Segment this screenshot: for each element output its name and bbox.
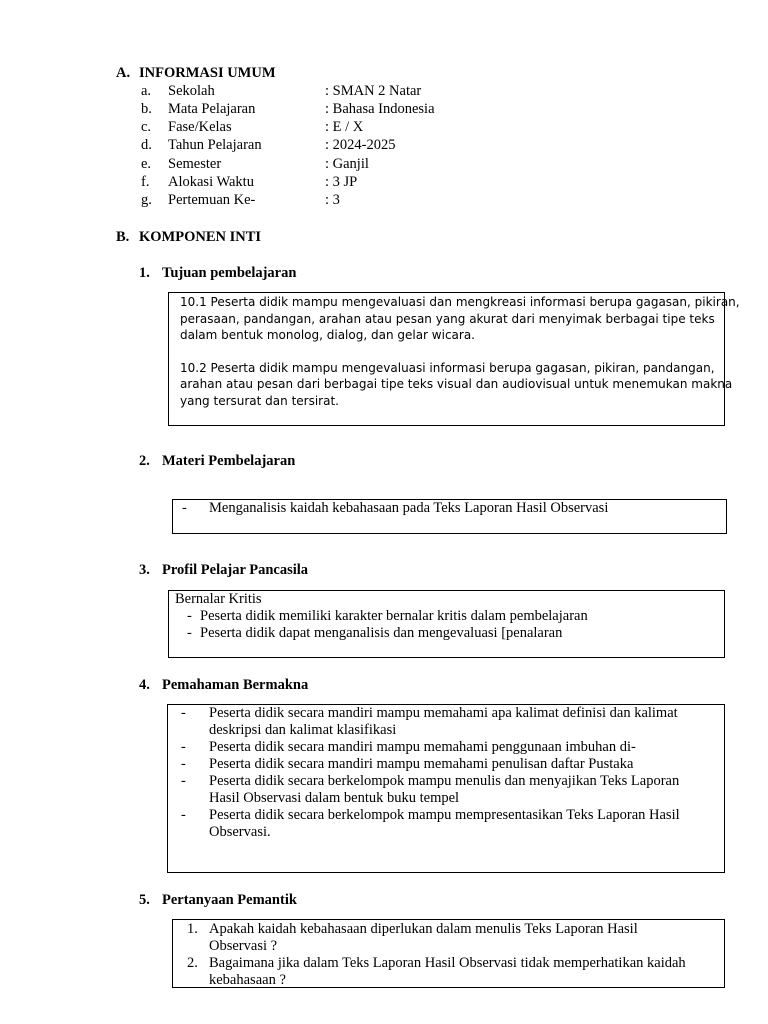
list-item-line: Apakah kaidah kebahasaan diperlukan dalam menulis Teks Laporan Hasil (209, 921, 638, 937)
list-marker: - (181, 773, 186, 789)
materi-box (172, 499, 727, 534)
list-item-line: Peserta didik secara mandiri mampu memahami apa kalimat definisi dan kalimat (209, 705, 678, 721)
info-row-value: : SMAN 2 Natar (325, 83, 422, 99)
info-row-value: : 2024-2025 (325, 137, 396, 153)
info-row-value: : 3 JP (325, 174, 358, 190)
subsection-title: Profil Pelajar Pancasila (162, 562, 309, 578)
list-item-text: Peserta didik dapat menganalisis dan mengevaluasi [penalaran (200, 625, 563, 641)
subsection-5-heading (139, 892, 297, 909)
list-marker: 1. (187, 921, 198, 937)
info-row-letter: c. (141, 119, 152, 135)
subsection-2-heading (139, 453, 296, 470)
info-row-value: : Ganjil (325, 156, 369, 172)
subsection-title: Materi Pembelajaran (162, 453, 296, 469)
list-item-text: Peserta didik memiliki karakter bernalar kritis dalam pembelajaran (200, 608, 588, 624)
subsection-number: 5. (139, 892, 150, 908)
tujuan-p2-line: yang tersurat dan tersirat. (180, 393, 339, 408)
info-row-label: Fase/Kelas (168, 119, 232, 135)
subsection-title: Tujuan pembelajaran (162, 265, 297, 281)
info-row-value: : Bahasa Indonesia (325, 101, 435, 117)
list-marker: - (187, 625, 192, 641)
section-b-title: KOMPONEN INTI (139, 229, 262, 245)
list-marker: - (181, 705, 186, 721)
section-a-title: INFORMASI UMUM (139, 65, 276, 81)
info-row-label: Mata Pelajaran (168, 101, 256, 117)
list-item-line: Observasi ? (209, 938, 278, 954)
pemantik-box (172, 919, 725, 988)
profil-box (168, 590, 725, 658)
info-row-letter: a. (141, 83, 152, 99)
list-item-line: Bagaimana jika dalam Teks Laporan Hasil Observasi tidak memperhatikan kaidah (209, 955, 686, 971)
info-row-label: Semester (168, 156, 222, 172)
list-marker: - (181, 756, 186, 772)
list-item-line: kebahasaan ? (209, 972, 286, 988)
list-marker: 2. (187, 955, 198, 971)
list-marker: - (181, 739, 186, 755)
info-row-letter: e. (141, 156, 152, 172)
section-b-letter: B. (116, 229, 130, 245)
info-row-letter: d. (141, 137, 152, 153)
subsection-number: 2. (139, 453, 150, 469)
subsection-4-heading (139, 677, 309, 694)
list-item-line: Peserta didik secara berkelompok mampu mempresentasikan Teks Laporan Hasil (209, 807, 680, 823)
info-table (0, 83, 768, 213)
info-row-label: Sekolah (168, 83, 215, 99)
tujuan-p2-line: 10.2 Peserta didik mampu mengevaluasi informasi berupa gagasan, pikiran, pandangan, (180, 360, 715, 375)
info-row-letter: b. (141, 101, 152, 117)
pemahaman-box (167, 704, 725, 873)
info-row-letter: g. (141, 192, 152, 208)
info-row-label: Alokasi Waktu (168, 174, 254, 190)
list-item-line: Hasil Observasi dalam bentuk buku tempel (209, 790, 460, 806)
subsection-number: 1. (139, 265, 150, 281)
list-item-line: deskripsi dan kalimat klasifikasi (209, 722, 397, 738)
tujuan-p1-line: perasaan, pandangan, arahan atau pesan yang akurat dari menyimak berbagai tipe teks (180, 311, 715, 326)
list-marker: - (181, 807, 186, 823)
list-item-line: Peserta didik secara berkelompok mampu menulis dan menyajikan Teks Laporan (209, 773, 680, 789)
info-row-label: Tahun Pelajaran (168, 137, 262, 153)
subsection-title: Pertanyaan Pemantik (162, 892, 297, 908)
subsection-1-heading (139, 265, 297, 282)
list-marker: - (182, 500, 187, 516)
info-row-value: : E / X (325, 119, 364, 135)
info-row-value: : 3 (325, 192, 340, 208)
profil-subtitle: Bernalar Kritis (175, 591, 262, 607)
list-item-line: Observasi. (209, 824, 271, 840)
subsection-number: 3. (139, 562, 150, 578)
list-marker: - (187, 608, 192, 624)
tujuan-p2-line: arahan atau pesan dari berbagai tipe teks visual dan audiovisual untuk menemukan makna (180, 377, 733, 391)
list-item-text: Menganalisis kaidah kebahasaan pada Teks Laporan Hasil Observasi (209, 500, 609, 516)
info-row-letter: f. (141, 174, 150, 190)
info-row-label: Pertemuan Ke- (168, 192, 256, 208)
tujuan-p1-line: 10.1 Peserta didik mampu mengevaluasi dan mengkreasi informasi berupa gagasan, pikiran, (180, 295, 740, 309)
subsection-number: 4. (139, 677, 150, 693)
tujuan-box (168, 292, 740, 426)
section-b-heading (116, 229, 262, 246)
list-item-line: Peserta didik secara mandiri mampu memahami penggunaan imbuhan di- (209, 739, 636, 755)
section-a-letter: A. (116, 65, 131, 81)
section-a-heading (116, 65, 276, 82)
subsection-title: Pemahaman Bermakna (162, 677, 309, 693)
tujuan-p1-line: dalam bentuk monolog, dialog, dan gelar wicara. (180, 328, 475, 342)
subsection-3-heading (139, 562, 309, 579)
list-item-line: Peserta didik secara mandiri mampu memahami penulisan daftar Pustaka (209, 756, 634, 772)
